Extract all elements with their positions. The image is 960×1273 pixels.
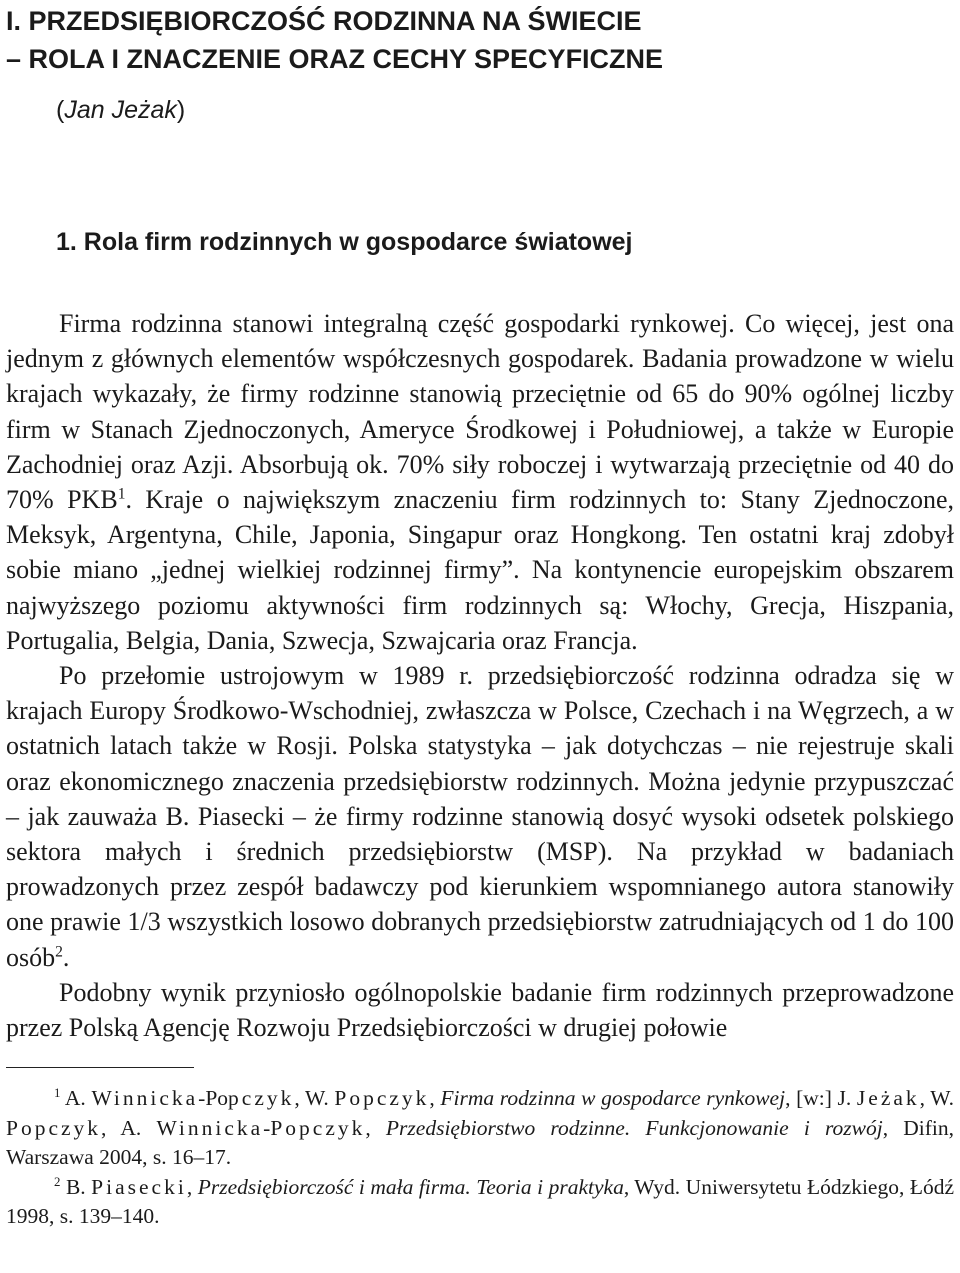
footnote-1-author: Popczyk (6, 1115, 102, 1140)
footnote-1-text: , W. (919, 1086, 954, 1111)
footnote-1-text: , (429, 1086, 441, 1111)
footnote-2-number: 2 (54, 1175, 61, 1189)
footnote-2-text: , Wyd. Uniwersytetu Łódzkiego, Łódź 1998, s. 139–140. (6, 1175, 955, 1229)
footnote-1-title: Przedsiębiorstwo rodzinne. Funkcjonowanie i rozwój (385, 1115, 883, 1140)
footnote-1-text: , [w:] J. (785, 1086, 857, 1111)
footnote-1-author: Popczyk (270, 1115, 366, 1140)
footnote-2 (6, 1173, 954, 1232)
author-paren-close: ) (176, 96, 186, 124)
paragraph-1 (6, 306, 954, 658)
footnote-ref-2: 2 (55, 943, 63, 960)
paragraph-2 (6, 658, 954, 975)
footnote-1-text: , Difin, Warszawa 2004, s. 16–17. (6, 1115, 954, 1169)
footnote-ref-1: 1 (117, 485, 126, 503)
footnote-1-author: Popczyk (334, 1086, 430, 1111)
body-text (6, 306, 954, 1045)
chapter-title-line-1: I. PRZEDSIĘBIORCZOŚĆ RODZINNA NA ŚWIECIE (6, 6, 642, 36)
footnote-1-number: 1 (54, 1086, 61, 1101)
chapter-title (6, 2, 954, 78)
footnote-1-text: - (263, 1115, 271, 1140)
footnote-1-author: Winnicka (91, 1086, 199, 1111)
footnote-1-text: , W. (294, 1086, 335, 1111)
document-page (6, 0, 954, 1233)
footnote-1-text: A. (64, 1086, 92, 1111)
section-heading: 1. Rola firm rodzinnych w gospodarce światowej (56, 228, 633, 256)
author-name: Jan Jeżak (64, 96, 177, 124)
paragraph-1-text-a: Firma rodzinna stanowi integralną część gospodarki rynkowej. Co więcej, jest ona jednym z głównych elementów współczesnych gospodarek. Badania prowadzone w wielu krajach wykazały, że firmy rodzinne stanowią przeciętnie od 65 do 90% ogólnej liczby firm w Stanach Zjednoczonych, Ameryce Środkowej i Południowej, a także w Europie Zachodniej oraz Azji. Absorbują ok. 70% siły roboczej i wytwarzają przeciętnie od 40 do 70% PKB (6, 309, 954, 515)
footnote-2-text: B. (65, 1175, 92, 1200)
footnote-1-author: pczyk (228, 1086, 295, 1111)
footnotes (6, 1084, 954, 1231)
footnote-1 (6, 1084, 954, 1172)
chapter-title-line-2: – ROLA I ZNACZENIE ORAZ CECHY SPECYFICZNE (6, 44, 664, 74)
paragraph-3: Podobny wynik przyniosło ogólnopolskie badanie firm rodzinnych przeprowadzone przez Polską Agencję Rozwoju Przedsiębiorczości w drugiej połowie (6, 977, 954, 1043)
author-paren-open: ( (56, 96, 65, 124)
footnote-1-text: , A. (101, 1115, 157, 1140)
chapter-author (56, 92, 954, 128)
paragraph-2-text-b: . (62, 942, 70, 972)
footnote-separator (6, 1067, 194, 1068)
footnote-2-author: Piasecki (91, 1175, 187, 1200)
paragraph-1-text-b: . Kraje o największym znaczeniu firm rodzinnych to: Stany Zjednoczone, Meksyk, Argentyna, Chile, Japonia, Singapur oraz Hongkong. Ten ostatni kraj zdobył sobie miano „jednej wielkiej rodzinnej firmy”. Na kontynencie europejskim obszarem najwyższego poziomu aktywności firm rodzinnych są: Włochy, Grecja, Hiszpania, Portugalia, Belgia, Dania, Szwecja, Szwajcaria oraz Francja. (6, 485, 954, 655)
footnote-1-text: -Po (198, 1086, 229, 1111)
footnote-1-author: Jeżak (856, 1086, 920, 1111)
footnote-2-text: , (186, 1175, 198, 1200)
paragraph-2-text-a: Po przełomie ustrojowym w 1989 r. przedsiębiorczość rodzinna odradza się w krajach Europy Środkowo-Wschodniej, zwłaszcza w Polsce, Czechach i na Węgrzech, a w ostatnich latach także w Rosji. Polska statystyka – jak dotychczas – nie rejestruje skali oraz ekonomicznego znaczenia przedsiębiorstw rodzinnych. Można jedynie przypuszczać – jak zauważa B. Piasecki – że firmy rodzinne stanowią dosyć wysoki odsetek polskiego sektora małych i średnich przedsiębiorstw (MSP). Na przykład w badaniach prowadzonych przez zespół badawczy pod kierunkiem wspomnianego autora stanowiły one prawie 1/3 wszystkich losowo dobranych przedsiębiorstw zatrudniających od 1 do 100 osób (6, 661, 954, 972)
footnote-1-text: , (365, 1115, 386, 1140)
footnote-1-title: Firma rodzinna w gospodarce rynkowej (440, 1086, 786, 1111)
footnote-1-author: Winnicka (156, 1115, 264, 1140)
footnote-2-title: Przedsiębiorczość i mała firma. Teoria i praktyka (197, 1175, 624, 1200)
